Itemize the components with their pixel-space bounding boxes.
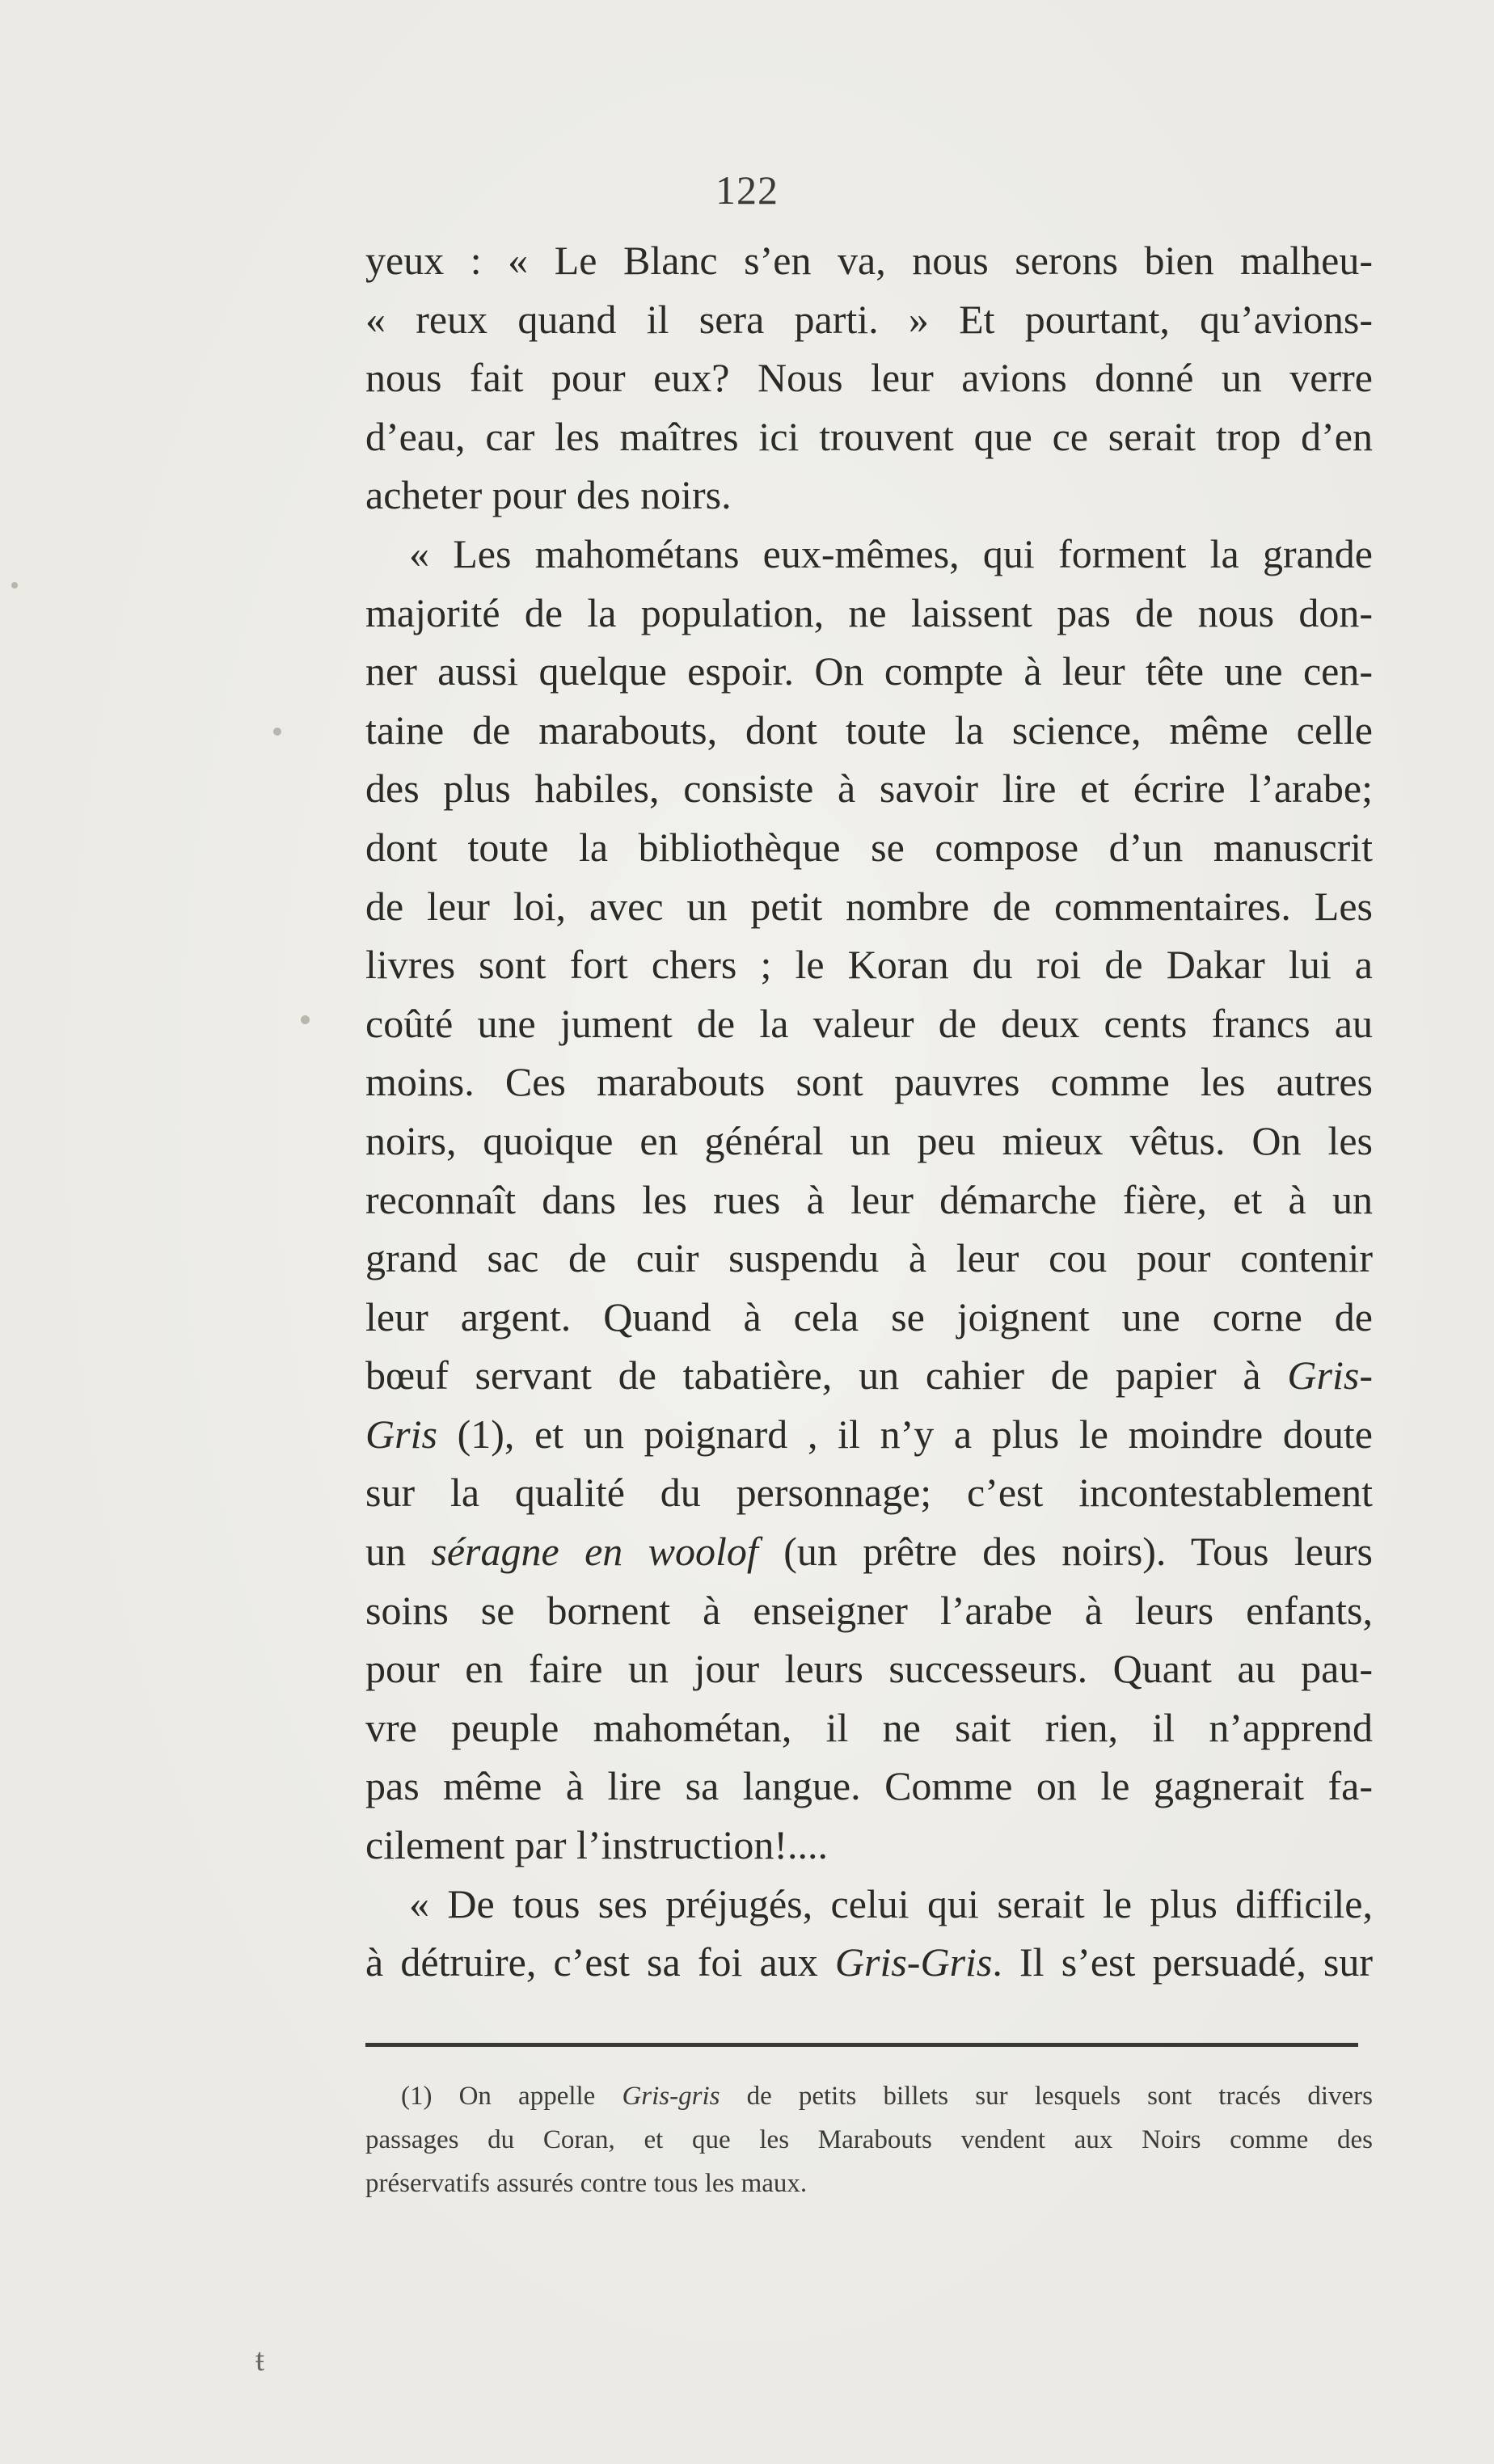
body-line: des plus habiles, consiste à savoir lire et écrire l’arabe;: [365, 766, 1373, 812]
body-line: leur argent. Quand à cela se joignent une corne de: [365, 1293, 1373, 1340]
footnote-line: (1) On appelle Gris-gris de petits billets sur lesquels sont tracés divers: [401, 2082, 1373, 2111]
body-line: ner aussi quelque espoir. On compte à leur tête une cen-: [365, 648, 1373, 694]
body-line: sur la qualité du personnage; c’est incontestablement: [365, 1470, 1373, 1516]
paper-speck: [11, 582, 18, 589]
footnote-line: passages du Coran, et que les Marabouts vendent aux Noirs comme des: [365, 2125, 1373, 2154]
body-line: pas même à lire sa langue. Comme on le gagnerait fa-: [365, 1763, 1373, 1809]
body-line: soins se bornent à enseigner l’arabe à leurs enfants,: [365, 1587, 1373, 1633]
body-line: majorité de la population, ne laissent pas de nous don-: [365, 589, 1373, 635]
body-line: moins. Ces marabouts sont pauvres comme les autres: [365, 1059, 1373, 1105]
body-line: bœuf servant de tabatière, un cahier de papier à Gris-: [365, 1352, 1373, 1399]
body-text: [365, 231, 1373, 1992]
paper-speck: [273, 728, 281, 736]
body-line: noirs, quoique en général un peu mieux vêtus. On les: [365, 1117, 1373, 1163]
footnote: [365, 2074, 1373, 2205]
body-line: cilement par l’instruction!....: [365, 1822, 829, 1868]
body-line: à détruire, c’est sa foi aux Gris-Gris. Il s’est persuadé, sur: [365, 1939, 1373, 1985]
body-line: « reux quand il sera parti. » Et pourtant, qu’avions-: [365, 296, 1373, 342]
page-number: 122: [715, 167, 779, 213]
body-line: grand sac de cuir suspendu à leur cou pour contenir: [365, 1235, 1373, 1281]
body-line: de leur loi, avec un petit nombre de commentaires. Les: [365, 883, 1373, 929]
body-line: Gris (1), et un poignard , il n’y a plus le moindre doute: [365, 1411, 1373, 1457]
margin-mark: ŧ: [255, 2341, 265, 2378]
body-line: « De tous ses préjugés, celui qui serait le plus difficile,: [409, 1880, 1373, 1926]
body-line: pour en faire un jour leurs successeurs. Quant au pau-: [365, 1646, 1373, 1692]
body-line: livres sont fort chers ; le Koran du roi de Dakar lui a: [365, 942, 1373, 988]
body-line: reconnaît dans les rues à leur démarche fière, et à un: [365, 1176, 1373, 1222]
body-line: un séragne en woolof (un prêtre des noirs). Tous leurs: [365, 1529, 1374, 1575]
body-line: coûté une jument de la valeur de deux cents francs au: [365, 1000, 1373, 1046]
footnote-rule: [365, 2043, 1358, 2047]
body-line: acheter pour des noirs.: [365, 472, 732, 518]
body-line: dont toute la bibliothèque se compose d’un manuscrit: [365, 824, 1373, 870]
footnote-line: préservatifs assurés contre tous les maux.: [365, 2169, 808, 2198]
body-line: nous fait pour eux? Nous leur avions donné un verre: [365, 355, 1373, 401]
body-line: taine de marabouts, dont toute la science, même celle: [365, 707, 1373, 753]
paper-speck: [301, 1015, 310, 1024]
body-line: vre peuple mahométan, il ne sait rien, il n’apprend: [365, 1704, 1373, 1750]
body-line: d’eau, car les maîtres ici trouvent que ce serait trop d’en: [365, 413, 1373, 459]
body-line: « Les mahométans eux-mêmes, qui forment la grande: [409, 530, 1373, 576]
body-line: yeux : « Le Blanc s’en va, nous serons bien malheu-: [365, 238, 1373, 283]
